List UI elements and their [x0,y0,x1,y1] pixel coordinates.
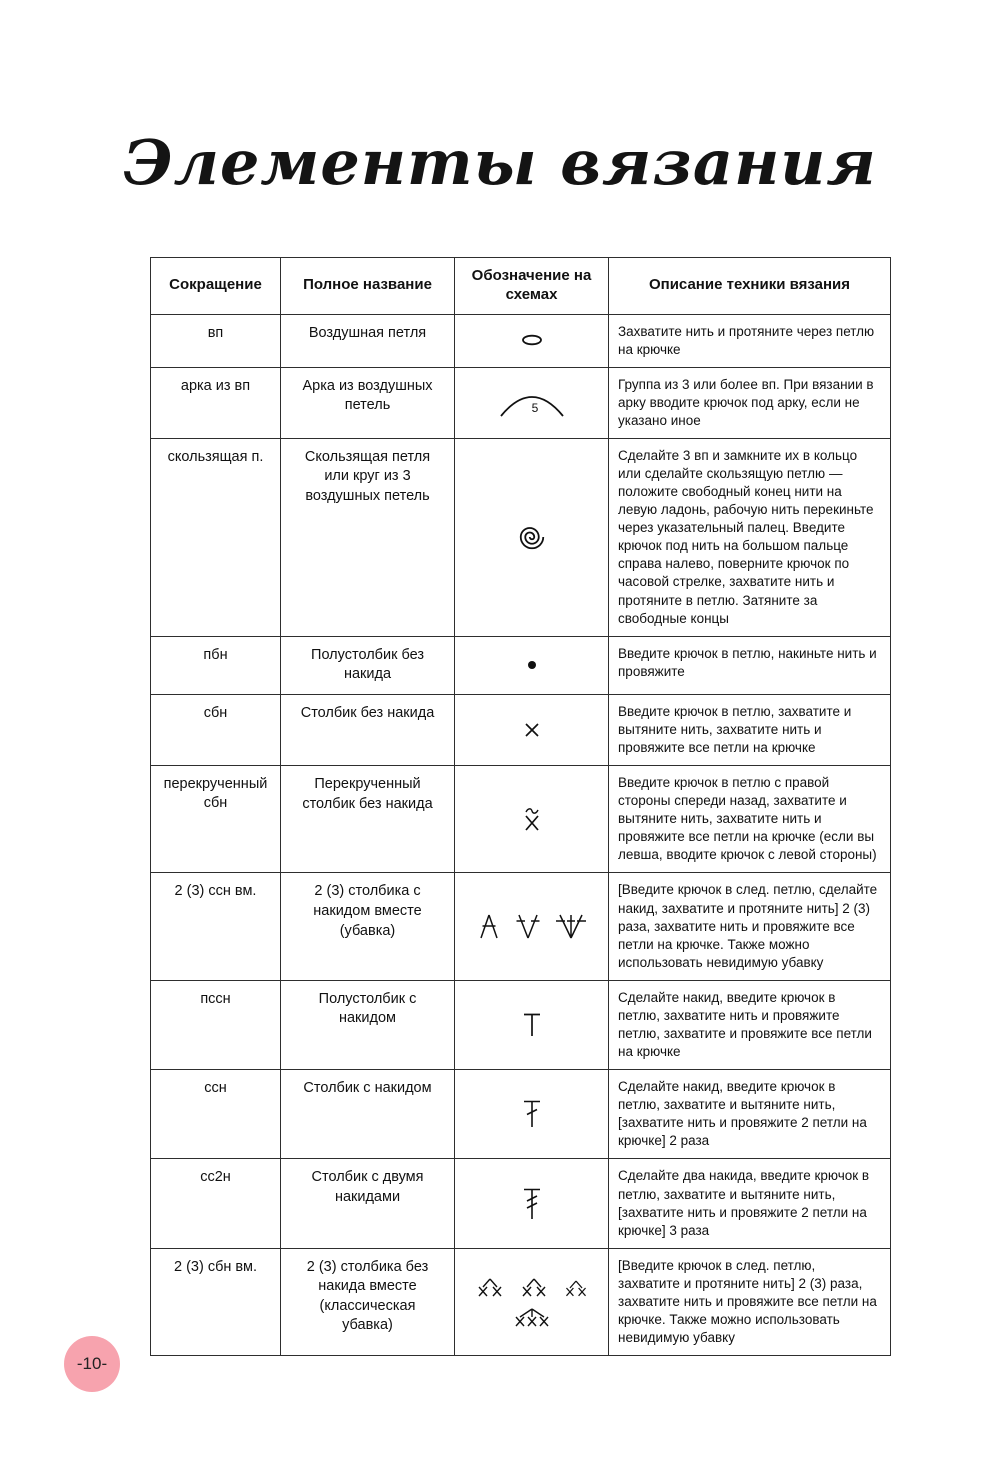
name-cell: Полустолбик с накидом [281,980,455,1069]
half-double-crochet-icon [522,1012,542,1038]
table-row [151,1070,891,1159]
slip-stitch-icon [526,659,538,671]
page-number: -10- [76,1354,108,1373]
table-header-row [151,258,891,315]
name-cell: Скользящая петля или круг из 3 воздушных петель [281,438,455,636]
sc2tog-icon [519,1276,549,1298]
header-description: Описание техники вязания [609,258,891,315]
description-cell: Сделайте 3 вп и замкните их в кольцо или сделайте скользящую петлю — положите свободный конец нити на левую ладонь, рабочую нить перекиньте через указательный палец. Введите крючок под нить на большом пальце справа налево, поверните крючок по часовой стрелке, захватите нить и протяните в петлю. Затяните за свободные концы [609,438,891,636]
name-cell: Столбик с двумя накидами [281,1159,455,1248]
name-cell: 2 (3) столбика без накида вместе (классическая убавка) [281,1248,455,1355]
chain-arc-icon [495,386,569,420]
symbol-cell [455,438,609,636]
stitch-table [150,257,891,1356]
description-cell: [Введите крючок в след. петлю, сделайте накид, захватите и протяните нить] 2 (3) раза, захватите нить и провяжите все петли на крючке. Также можно использовать невидимую убавку [609,873,891,980]
name-cell: Полустолбик без накида [281,636,455,694]
description-cell: Введите крючок в петлю с правой стороны спереди назад, захватите и вытяните нить, захватите нить и провяжите все петли на крючке (если вы левша, вводите крючок с левой стороны) [609,766,891,873]
symbol-cell [455,367,609,438]
abbr-cell: ссн [151,1070,281,1159]
header-abbreviation: Сокращение [151,258,281,315]
description-cell: Сделайте два накида, введите крючок в петлю, захватите и вытяните нить, [захватите нить и провяжите 2 петли на крючке] 3 раза [609,1159,891,1248]
magic-ring-icon [514,519,550,555]
description-cell: Захватите нить и протяните через петлю на крючке [609,314,891,367]
symbol-cell [455,1159,609,1248]
table-row [151,367,891,438]
table-row [151,873,891,980]
sc3tog-icon [512,1306,552,1328]
abbr-cell: 2 (3) ссн вм. [151,873,281,980]
abbr-cell: скользящая п. [151,438,281,636]
abbr-cell: пбн [151,636,281,694]
abbr-cell: 2 (3) сбн вм. [151,1248,281,1355]
treble-crochet-icon [522,1187,542,1221]
dc2tog-icon [515,913,541,940]
symbol-cell [455,980,609,1069]
page-number-badge [64,1336,120,1392]
name-cell: Перекрученный столбик без накида [281,766,455,873]
sc2tog-icon [475,1276,505,1298]
table-row [151,766,891,873]
header-chart-symbol: Обозначение на схемах [455,258,609,315]
symbol-cell [455,766,609,873]
description-cell: [Введите крючок в след. петлю, захватите и протяните нить] 2 (3) раза, захватите нить и провяжите все петли на крючке. Также можно использовать невидимую убавку [609,1248,891,1355]
table-row [151,314,891,367]
abbr-cell: арка из вп [151,367,281,438]
dc3tog-icon [555,913,587,940]
name-cell: 2 (3) столбика с накидом вместе (убавка) [281,873,455,980]
name-cell: Воздушная петля [281,314,455,367]
abbr-cell: вп [151,314,281,367]
name-cell: Столбик с накидом [281,1070,455,1159]
arc-count-label: 5 [531,400,538,415]
symbol-cell [455,694,609,765]
single-crochet-icon [524,722,540,738]
description-cell: Сделайте накид, введите крючок в петлю, захватите нить и провяжите петлю, захватите и провяжите все петли на крючке [609,980,891,1069]
description-cell: Сделайте накид, введите крючок в петлю, захватите и вытяните нить, [захватите нить и провяжите 2 петли на крючке] 2 раза [609,1070,891,1159]
symbol-cell [455,1248,609,1355]
double-crochet-icon [522,1099,542,1129]
table-row [151,980,891,1069]
description-cell: Введите крючок в петлю, захватите и вытяните нить, захватите нить и провяжите все петли на крючке [609,694,891,765]
table-row [151,1159,891,1248]
dc2tog-closed-icon [477,913,501,940]
table-row [151,438,891,636]
header-full-name: Полное название [281,258,455,315]
sc2tog-icon [563,1278,589,1298]
table-row [151,1248,891,1355]
page-title: Элементы вязания [123,126,877,199]
name-cell: Арка из воздушных петель [281,367,455,438]
description-cell: Группа из 3 или более вп. При вязании в арку вводите крючок под арку, если не указано иное [609,367,891,438]
symbol-cell [455,1070,609,1159]
abbr-cell: пссн [151,980,281,1069]
symbol-cell [455,314,609,367]
description-cell: Введите крючок в петлю, накиньте нить и провяжите [609,636,891,694]
table-row [151,636,891,694]
abbr-cell: сбн [151,694,281,765]
twisted-single-crochet-icon [523,806,541,832]
abbr-cell: перекрученный сбн [151,766,281,873]
chain-stitch-icon [520,334,544,346]
abbr-cell: сс2н [151,1159,281,1248]
name-cell: Столбик без накида [281,694,455,765]
symbol-cell [455,636,609,694]
table-row [151,694,891,765]
symbol-cell [455,873,609,980]
